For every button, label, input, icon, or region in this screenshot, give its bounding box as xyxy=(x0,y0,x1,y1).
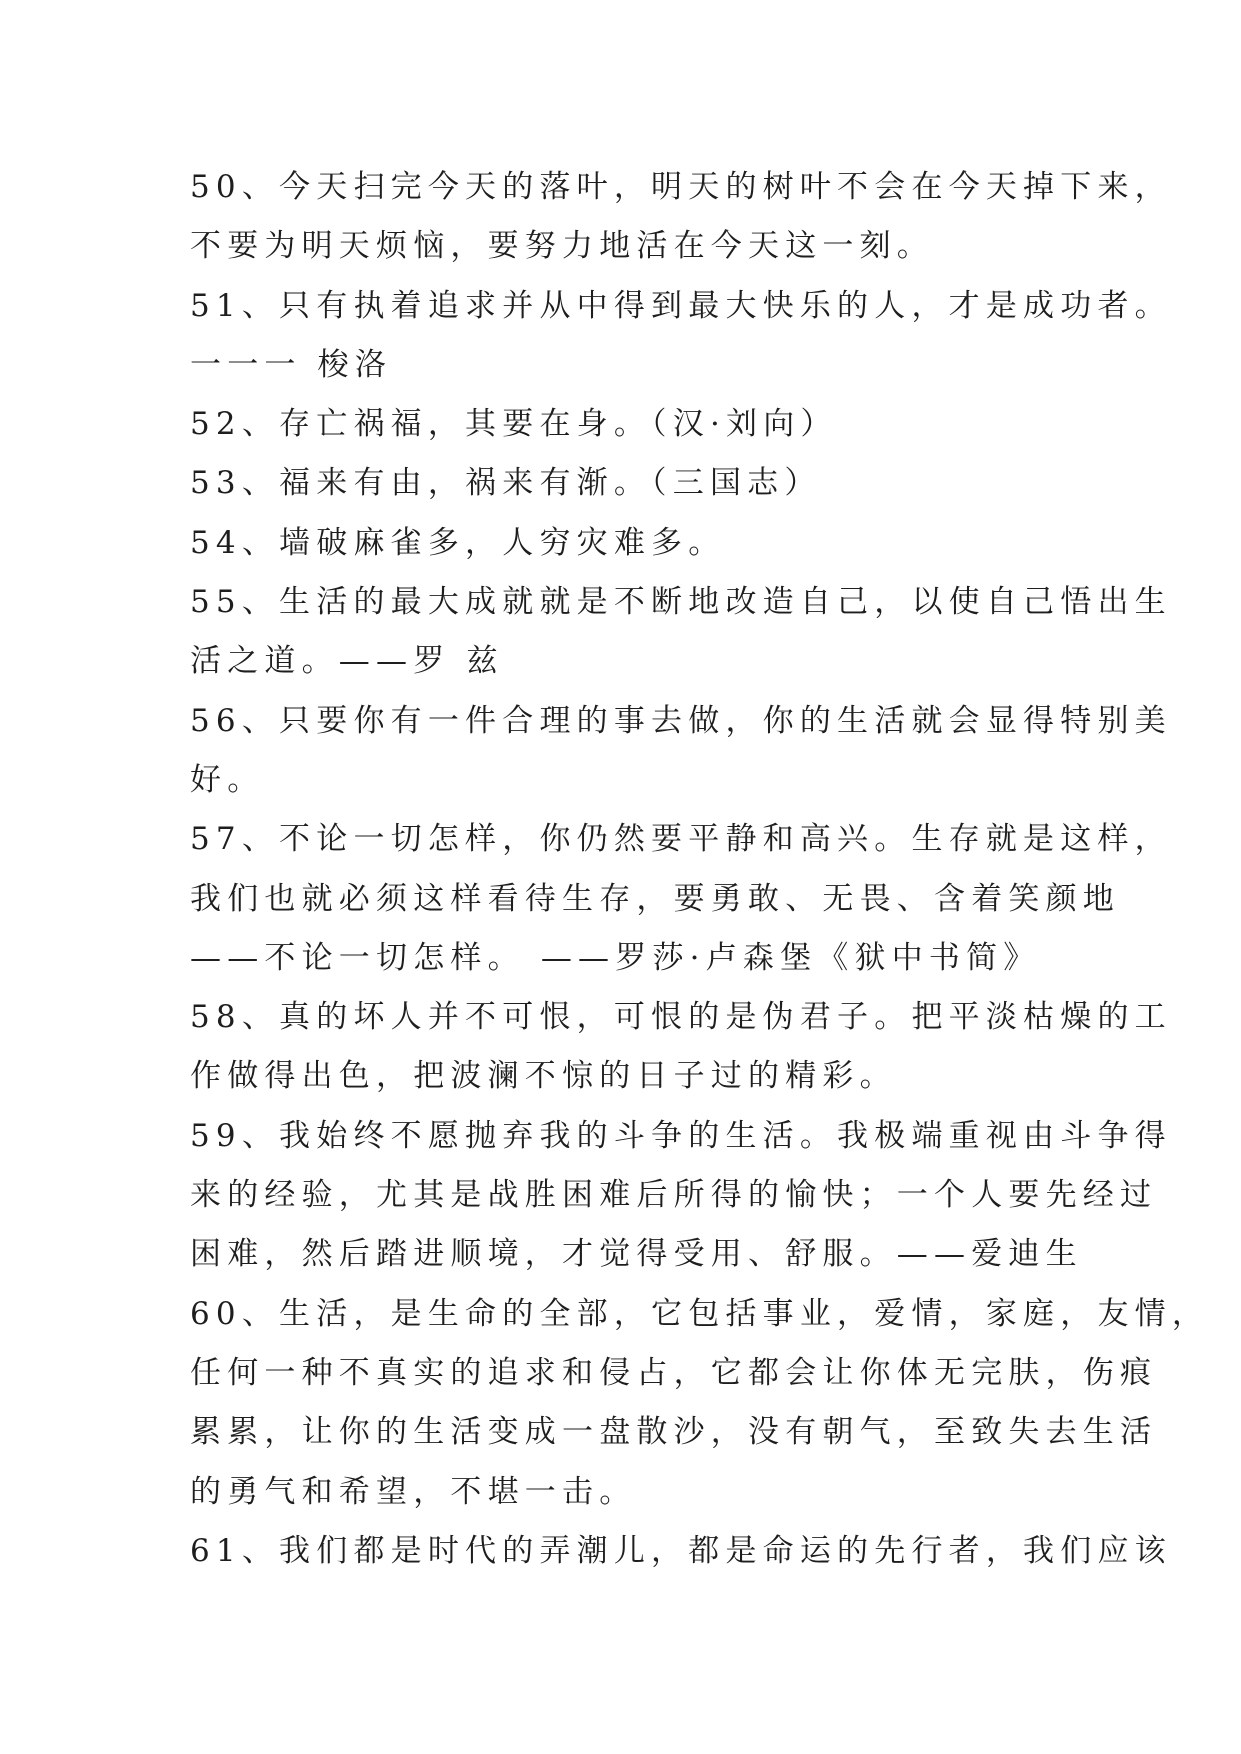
text-line: 55、生活的最大成就就是不断地改造自己，以使自己悟出生 xyxy=(190,584,1172,621)
text-line: 50、今天扫完今天的落叶，明天的树叶不会在今天掉下来， xyxy=(190,169,1172,205)
text-line: 作做得出色，把波澜不惊的日子过的精彩。 xyxy=(190,1058,897,1095)
text-line: 不要为明天烦恼，要努力地活在今天这一刻。 xyxy=(190,228,934,265)
text-line: 53、福来有由，祸来有渐。（三国志） xyxy=(190,465,822,502)
text-line: 一一一 梭洛 xyxy=(190,346,393,383)
document-body xyxy=(190,158,1210,1581)
text-line: 54、墙破麻雀多，人穷灾难多。 xyxy=(190,524,726,561)
text-line: 52、存亡祸福，其要在身。（汉·刘向） xyxy=(190,406,838,443)
text-line: 60、生活，是生命的全部，它包括事业，爱情，家庭，友情， xyxy=(190,1295,1210,1332)
text-line: 56、只要你有一件合理的事去做，你的生活就会显得特别美 xyxy=(190,702,1172,739)
text-line: 好。 xyxy=(190,761,265,798)
text-line: 51、只有执着追求并从中得到最大快乐的人，才是成功者。 xyxy=(190,287,1172,324)
text-line: 累累，让你的生活变成一盘散沙，没有朝气，至致失去生活 xyxy=(190,1414,1158,1451)
text-line: 58、真的坏人并不可恨，可恨的是伪君子。把平淡枯燥的工 xyxy=(190,999,1172,1036)
text-line: 的勇气和希望，不堪一击。 xyxy=(190,1473,637,1510)
text-line: 我们也就必须这样看待生存，要勇敢、无畏、含着笑颜地 xyxy=(190,880,1120,917)
text-line: 61、我们都是时代的弄潮儿，都是命运的先行者，我们应该 xyxy=(190,1532,1172,1569)
text-line: 困难，然后踏进顺境，才觉得受用、舒服。——爱迪生 xyxy=(190,1236,1083,1273)
text-line: 活之道。——罗 兹 xyxy=(190,643,504,680)
text-line: ——不论一切怎样。 ——罗莎·卢森堡《狱中书简》 xyxy=(190,939,1041,976)
text-line: 59、我始终不愿抛弃我的斗争的生活。我极端重视由斗争得 xyxy=(190,1117,1172,1154)
text-line: 来的经验，尤其是战胜困难后所得的愉快；一个人要先经过 xyxy=(190,1177,1158,1214)
text-line: 57、不论一切怎样，你仍然要平静和高兴。生存就是这样， xyxy=(190,821,1172,858)
text-line: 任何一种不真实的追求和侵占，它都会让你体无完肤，伤痕 xyxy=(190,1354,1158,1391)
